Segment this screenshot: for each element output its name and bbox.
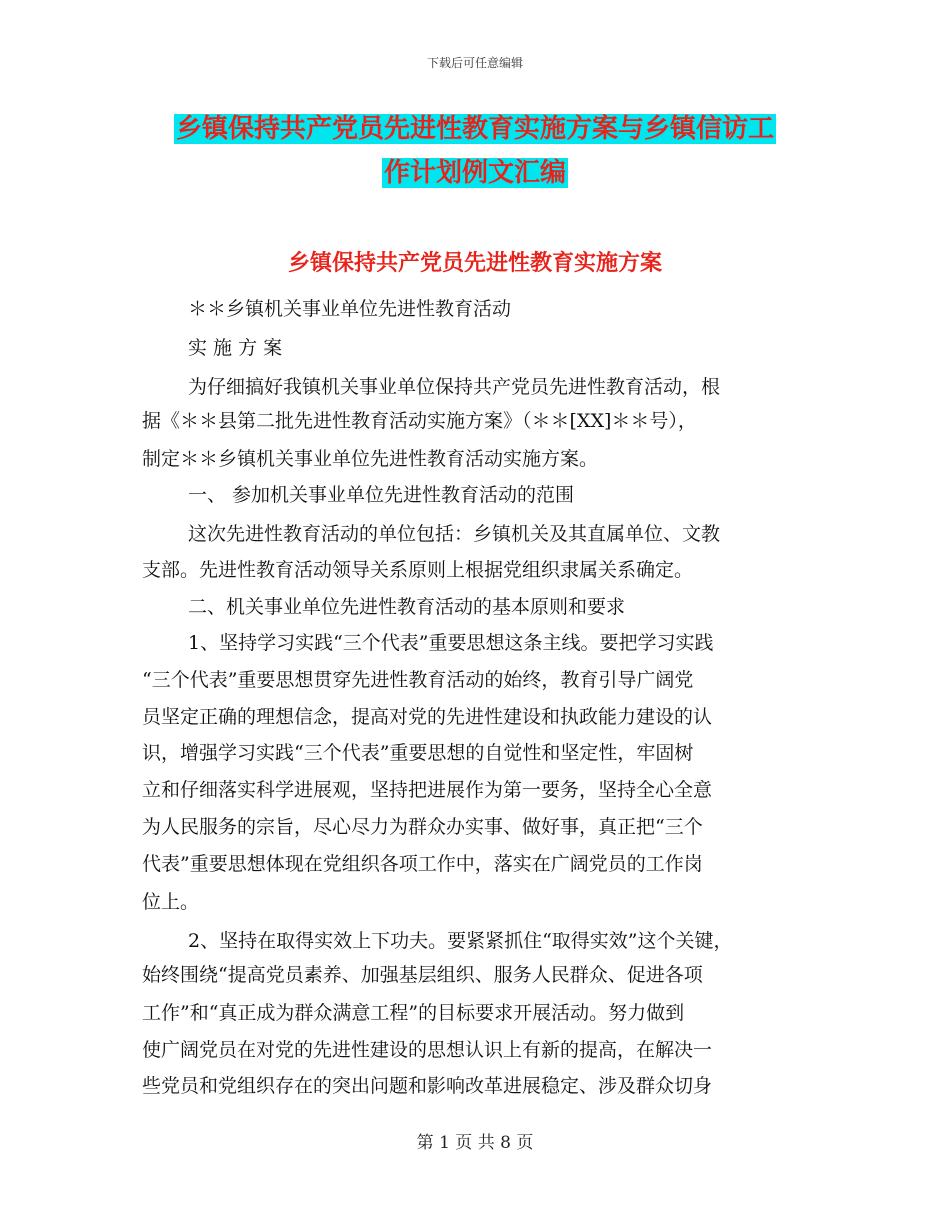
body-line: 这次先进性教育活动的单位包括：乡镇机关及其直属单位、文教	[188, 523, 721, 545]
body-line: 据《＊＊县第二批先进性教育活动实施方案》（＊＊[XX]＊＊号），	[142, 410, 697, 432]
body-line: 一、 参加机关事业单位先进性教育活动的范围	[188, 484, 575, 506]
body-line: 制定＊＊乡镇机关事业单位先进性教育活动实施方案。	[142, 448, 599, 470]
body-line: 实 施 方 案	[188, 337, 283, 359]
body-line: ＊＊乡镇机关事业单位先进性教育活动	[188, 298, 512, 320]
body-line: 二、机关事业单位先进性教育活动的基本原则和要求	[188, 596, 626, 618]
body-line: 位上。	[142, 891, 200, 913]
body-line: 2、坚持在取得实效上下功夫。要紧紧抓住“取得实效”这个关键，	[188, 930, 733, 952]
body-line: 为仔细搞好我镇机关事业单位保持共产党员先进性教育活动，根	[188, 376, 721, 398]
document-title-line-2	[0, 154, 950, 192]
body-line: 代表”重要思想体现在党组织各项工作中，落实在广阔党员的工作岗	[142, 853, 703, 875]
body-line: 始终围绕“提高党员素养、加强基层组织、服务人民群众、促进各项	[142, 964, 703, 986]
body-line: 支部。先进性教育活动领导关系原则上根据党组织隶属关系确定。	[142, 559, 694, 581]
body-line: 工作”和“真正成为群众满意工程”的目标要求开展活动。努力做到	[142, 1002, 685, 1024]
body-line: 员坚定正确的理想信念，提高对党的先进性建设和执政能力建设的认	[142, 706, 713, 728]
body-line: 为人民服务的宗旨，尽心尽力为群众办实事、做好事，真正把“三个	[142, 816, 703, 838]
header-note: 下载后可任意编辑	[426, 56, 523, 70]
body-line: 识，增强学习实践“三个代表”重要思想的自觉性和坚定性，牢固树	[142, 742, 694, 764]
title-line-1-text: 乡镇保持共产党员先进性教育实施方案与乡镇信访工	[175, 114, 774, 144]
body-line: 使广阔党员在对党的先进性建设的思想认识上有新的提高，在解决一	[142, 1039, 713, 1061]
section-title: 乡镇保持共产党员先进性教育实施方案	[287, 251, 662, 276]
body-line: 1、坚持学习实践“三个代表”重要思想这条主线。要把学习实践	[188, 632, 714, 654]
page-footer: 第 1 页 共 8 页	[416, 1133, 534, 1153]
body-line: 些党员和党组织存在的突出问题和影响改革进展稳定、涉及群众切身	[142, 1075, 713, 1097]
body-line: 立和仔细落实科学进展观，坚持把进展作为第一要务，坚持全心全意	[142, 779, 713, 801]
body-line: “三个代表”重要思想贯穿先进性教育活动的始终，教育引导广阔党	[142, 669, 694, 691]
title-line-2-text: 作计划例文汇编	[383, 158, 566, 188]
document-title-line-1	[0, 110, 950, 148]
